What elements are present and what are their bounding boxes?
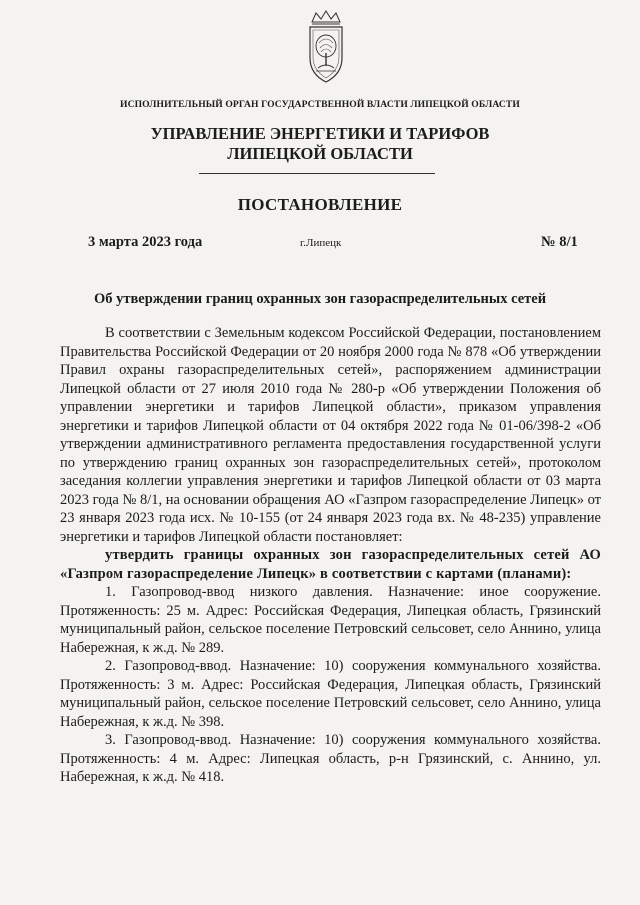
- list-item: 2. Газопровод-ввод. Назначение: 10) сооружения коммунального хозяйства. Протяженность: 3 м. Адрес: Российская Федерация, Липецкая область, Грязинский муниципальный район, сельское поселение Петровский сельсовет, село Аннино, улица Набережная, к ж.д. № 398.: [60, 658, 601, 730]
- document-date: 3 марта 2023 года: [88, 234, 203, 250]
- coat-of-arms-emblem: [305, 8, 347, 84]
- document-subject: Об утверждении границ охранных зон газораспределительных сетей: [93, 291, 547, 307]
- department-name: [0, 124, 640, 164]
- document-number: № 8/1: [541, 234, 578, 250]
- document-type-title: ПОСТАНОВЛЕНИЕ: [237, 195, 403, 214]
- document-city: г.Липецк: [300, 237, 342, 249]
- header-divider: [199, 173, 435, 174]
- preamble-paragraph: В соответствии с Земельным кодексом Российской Федерации, постановлением Правительства Российской Федерации от 20 ноября 2000 года № 878 «Об утверждении Правил охраны газораспределительных сетей», распоряжением администрации Липецкой области от 27 июля 2010 года № 280-р «Об утверждении Положения об управлении энергетики и тарифов Липецкой области», приказом управления энергетики и тарифов Липецкой области от 04 октября 2022 года № 01-06/398-2 «Об утверждении административного регламента предоставления государственной услуги по утверждению границ охранных зон газораспределительных сетей», протоколом заседания коллегии управления энергетики и тарифов Липецкой области от 03 марта 2023 года № 8/1, на основании обращения АО «Газпром газораспределение Липецк» от 23 января 2023 года исх. № 10-155 (от 24 января 2023 года вх. № 48-235) управление энергетики и тарифов Липецкой области постановляет:: [60, 325, 601, 545]
- list-item: 1. Газопровод-ввод низкого давления. Назначение: иное сооружение. Протяженность: 25 м. Адрес: Российская Федерация, Липецкая область, Грязинский муниципальный район, сельское поселение Петровский сельсовет, село Аннино, улица Набережная, к ж.д. № 289.: [60, 584, 601, 656]
- department-line-2: ЛИПЕЦКОЙ ОБЛАСТИ: [227, 144, 413, 163]
- issuing-authority: ИСПОЛНИТЕЛЬНЫЙ ОРГАН ГОСУДАРСТВЕННОЙ ВЛАСТИ ЛИПЕЦКОЙ ОБЛАСТИ: [120, 99, 520, 110]
- document-body: [60, 324, 601, 787]
- list-item: 3. Газопровод-ввод. Назначение: 10) сооружения коммунального хозяйства. Протяженность: 4 м. Адрес: Липецкая область, р-н Грязинский, с. Аннино, ул. Набережная, к ж.д. № 418.: [60, 732, 601, 785]
- resolution-paragraph: утвердить границы охранных зон газораспределительных сетей АО «Газпром газораспределение Липецк» в соответствии с картами (планами):: [60, 547, 601, 582]
- department-line-1: УПРАВЛЕНИЕ ЭНЕРГЕТИКИ И ТАРИФОВ: [150, 124, 490, 143]
